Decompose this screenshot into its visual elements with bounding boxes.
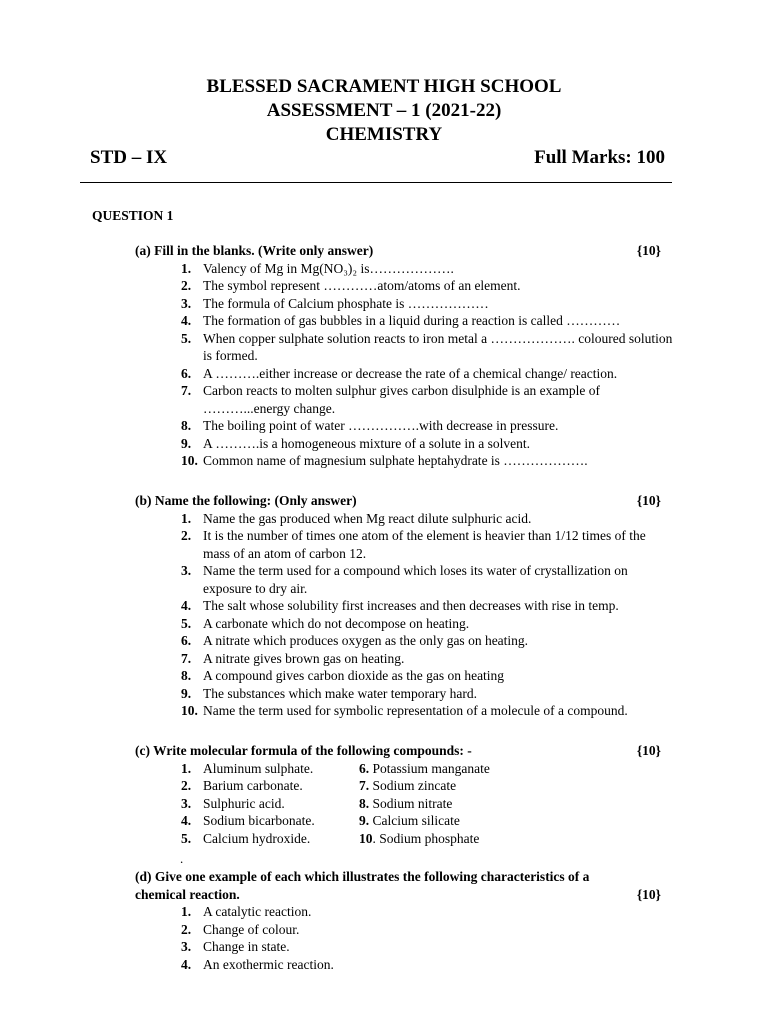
list-item: 1. Aluminum sulphate.	[181, 760, 314, 776]
list-item: 5. A carbonate which do not decompose on heating.	[181, 615, 470, 631]
full-marks: Full Marks: 100	[534, 147, 665, 168]
list-item: 2. The symbol represent …………atom/atoms of an element.	[181, 278, 521, 293]
list-item: 8. A compound gives carbon dioxide as the gas on heating	[181, 668, 505, 683]
list-item: 1. A catalytic reaction.	[181, 904, 312, 919]
section-c-title: (c) Write molecular formula of the following compounds: -	[135, 743, 472, 758]
section-a-marks: {10}	[636, 243, 661, 258]
section-c	[135, 742, 675, 847]
list-item: 3. Sulphuric acid.	[181, 795, 285, 811]
section-b-heading	[135, 492, 675, 510]
list-item: 7. A nitrate gives brown gas on heating.	[181, 650, 405, 666]
list-item: 6. A nitrate which produces oxygen as the only gas on heating.	[181, 633, 529, 648]
section-c-marks: {10}	[636, 743, 661, 758]
list-item: 4. The salt whose solubility first increases and then decreases with rise in temp.	[181, 598, 619, 613]
list-item: 2. Change of colour.	[181, 921, 300, 937]
list-item: 10. Common name of magnesium sulphate heptahydrate is ……………….	[181, 453, 588, 468]
section-a-title: (a) Fill in the blanks. (Write only answer)	[135, 243, 374, 258]
list-item: 6. A ……….either increase or decrease the rate of a chemical change/ reaction.	[181, 365, 618, 381]
list-item: 9. The substances which make water temporary hard.	[181, 685, 478, 701]
list-item: 8. The boiling point of water …………….with decrease in pressure.	[181, 418, 559, 433]
section-d-title-line1: (d) Give one example of each which illustrates the following characteristics of a	[135, 869, 590, 884]
list-item: 7. Carbon reacts to molten sulphur gives carbon disulphide is an example of ………...energy change.	[181, 383, 601, 416]
section-a-list	[135, 260, 675, 470]
list-item: 8. Sodium nitrate	[359, 795, 453, 811]
list-item: 3. Name the term used for a compound which loses its water of crystallization on exposure to dry air.	[181, 563, 628, 596]
section-c-left-list	[135, 760, 359, 848]
list-item: 1. Valency of Mg in Mg(NO₃)₂ is……………….	[181, 260, 454, 276]
section-d-list	[135, 903, 675, 973]
list-item: 4. The formation of gas bubbles in a liquid during a reaction is called …………	[181, 313, 621, 328]
question-title: QUESTION 1	[92, 208, 174, 223]
list-item: 5. Calcium hydroxide.	[181, 830, 311, 846]
section-d-marks: {10}	[636, 886, 661, 902]
list-item: 6. Potassium manganate	[359, 760, 490, 776]
section-d-heading	[135, 886, 675, 904]
section-d-title-line2: chemical reaction.	[135, 886, 240, 902]
list-item: 10. Sodium phosphate	[359, 830, 480, 846]
list-item: 9. A ……….is a homogeneous mixture of a solute in a solvent.	[181, 435, 530, 451]
list-item: 9. Calcium silicate	[359, 813, 460, 828]
assessment-title: ASSESSMENT – 1 (2021-22)	[266, 100, 502, 121]
list-item: 5. When copper sulphate solution reacts to iron metal a ………………. coloured solution is formed.	[181, 330, 673, 363]
section-a	[135, 242, 675, 470]
std-label: STD – IX	[90, 147, 168, 168]
stray-dot: .	[180, 851, 184, 866]
section-c-heading	[135, 742, 675, 760]
section-b	[135, 492, 675, 720]
list-item: 1. Name the gas produced when Mg react dilute sulphuric acid.	[181, 510, 532, 526]
section-a-heading	[135, 242, 675, 260]
list-item: 4. An exothermic reaction.	[181, 956, 334, 972]
section-b-list	[135, 510, 675, 720]
header-divider	[80, 182, 672, 183]
list-item: 4. Sodium bicarbonate.	[181, 813, 315, 828]
school-name: BLESSED SACRAMENT HIGH SCHOOL	[206, 76, 562, 97]
list-item: 2. It is the number of times one atom of the element is heavier than 1/12 times of the mass of an atom of carbon 12.	[181, 528, 646, 561]
subject-title: CHEMISTRY	[325, 124, 443, 145]
section-b-marks: {10}	[636, 493, 661, 508]
list-item: 2. Barium carbonate.	[181, 778, 303, 793]
section-b-title: (b) Name the following: (Only answer)	[135, 493, 357, 508]
section-c-columns	[135, 760, 675, 848]
list-item: 3. The formula of Calcium phosphate is ………………	[181, 295, 489, 311]
section-c-right-list	[359, 760, 675, 848]
list-item: 3. Change in state.	[181, 939, 290, 954]
section-d	[135, 868, 675, 973]
list-item: 10. Name the term used for symbolic representation of a molecule of a compound.	[181, 703, 628, 718]
list-item: 7. Sodium zincate	[359, 778, 457, 793]
